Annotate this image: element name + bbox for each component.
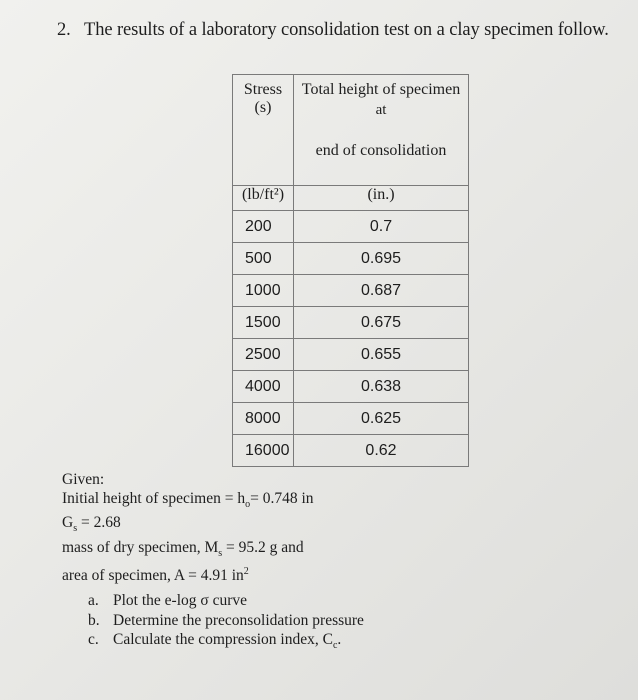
table-row bbox=[233, 435, 469, 467]
height-header-line3: end of consolidation bbox=[315, 142, 447, 159]
stress-value: 4000 bbox=[233, 371, 294, 403]
height-value: 0.695 bbox=[294, 243, 469, 275]
table-row bbox=[233, 339, 469, 371]
mass-line: mass of dry specimen, $M_s = 95.2$ g and bbox=[62, 538, 304, 559]
stress-value: 2500 bbox=[233, 339, 294, 371]
task-list bbox=[88, 591, 364, 656]
initial-height-line: Initial height of specimen = $h_o= 0.748$ in bbox=[62, 489, 314, 510]
height-value: 0.62 bbox=[294, 435, 469, 467]
stress-value: 1000 bbox=[233, 275, 294, 307]
stress-value: 8000 bbox=[233, 403, 294, 435]
task-b: b. Determine the preconsolidation pressure bbox=[88, 611, 364, 629]
task-a: a. Plot the e-log σ curve bbox=[88, 592, 248, 609]
stress-header-line1: Stress bbox=[243, 81, 283, 98]
consolidation-table bbox=[232, 74, 469, 467]
stress-value: 500 bbox=[233, 243, 294, 275]
table-row bbox=[233, 403, 469, 435]
table-row bbox=[233, 307, 469, 339]
height-value: 0.687 bbox=[294, 275, 469, 307]
table-row bbox=[233, 275, 469, 307]
table-row bbox=[233, 371, 469, 403]
given-block bbox=[62, 471, 314, 586]
task-c: c. Calculate the compression index, $C_c$. bbox=[88, 631, 342, 652]
height-header-line2: at bbox=[375, 102, 387, 118]
height-unit: (in.) bbox=[294, 186, 469, 211]
height-header-line1: Total height of specimen bbox=[301, 81, 461, 98]
table-header-row bbox=[233, 75, 469, 186]
stress-header bbox=[233, 75, 294, 186]
height-header bbox=[294, 75, 469, 186]
table-row bbox=[233, 243, 469, 275]
stress-unit: (lb/ft²) bbox=[233, 186, 294, 211]
given-heading: Given: bbox=[62, 471, 105, 488]
height-value: 0.7 bbox=[294, 211, 469, 243]
table-unit-row bbox=[233, 186, 469, 211]
height-value: 0.675 bbox=[294, 307, 469, 339]
area-line: area of specimen, A = 4.91 $in^2$ bbox=[62, 566, 249, 585]
question-text: The results of a laboratory consolidation test on a clay specimen follow. bbox=[84, 20, 609, 40]
question-prompt bbox=[57, 20, 609, 41]
height-value: 0.655 bbox=[294, 339, 469, 371]
question-number: 2. bbox=[57, 20, 71, 40]
table-row bbox=[233, 211, 469, 243]
height-value: 0.625 bbox=[294, 403, 469, 435]
height-value: 0.638 bbox=[294, 371, 469, 403]
stress-value: 200 bbox=[233, 211, 294, 243]
stress-value: 1500 bbox=[233, 307, 294, 339]
stress-header-line2: (s) bbox=[254, 99, 272, 116]
stress-value: 16000 bbox=[233, 435, 294, 467]
gs-line: $G_s = 2.68$ bbox=[62, 514, 121, 535]
